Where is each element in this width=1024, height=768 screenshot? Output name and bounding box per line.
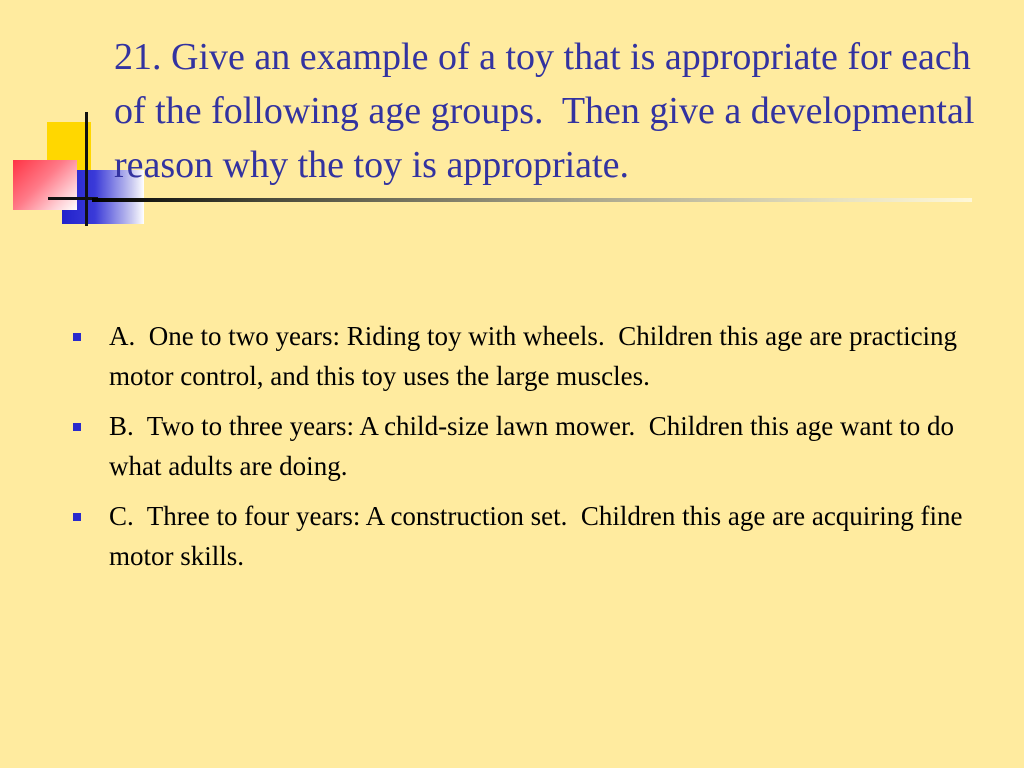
square-bullet-icon (73, 333, 81, 341)
title-underline (92, 198, 972, 202)
bullet-item (70, 406, 970, 486)
bullet-item (70, 496, 970, 576)
bullet-item (70, 316, 970, 396)
bullet-list (70, 316, 970, 586)
horizontal-line (48, 197, 98, 200)
vertical-line (85, 112, 88, 226)
square-bullet-icon (73, 513, 81, 521)
bullet-text: B. Two to three years: A child-size lawn mower. Children this age want to do what adults are doing. (109, 411, 961, 481)
square-bullet-icon (73, 423, 81, 431)
bullet-text: A. One to two years: Riding toy with wheels. Children this age are practicing motor control, and this toy uses the large muscles. (109, 321, 964, 391)
slide-title: 21. Give an example of a toy that is appropriate for each of the following age groups. Then give a developmental reason why the toy is appropriate. (114, 36, 984, 186)
red-gradient-square (13, 160, 77, 210)
bullet-text: C. Three to four years: A construction set. Children this age are acquiring fine motor skills. (109, 501, 970, 571)
